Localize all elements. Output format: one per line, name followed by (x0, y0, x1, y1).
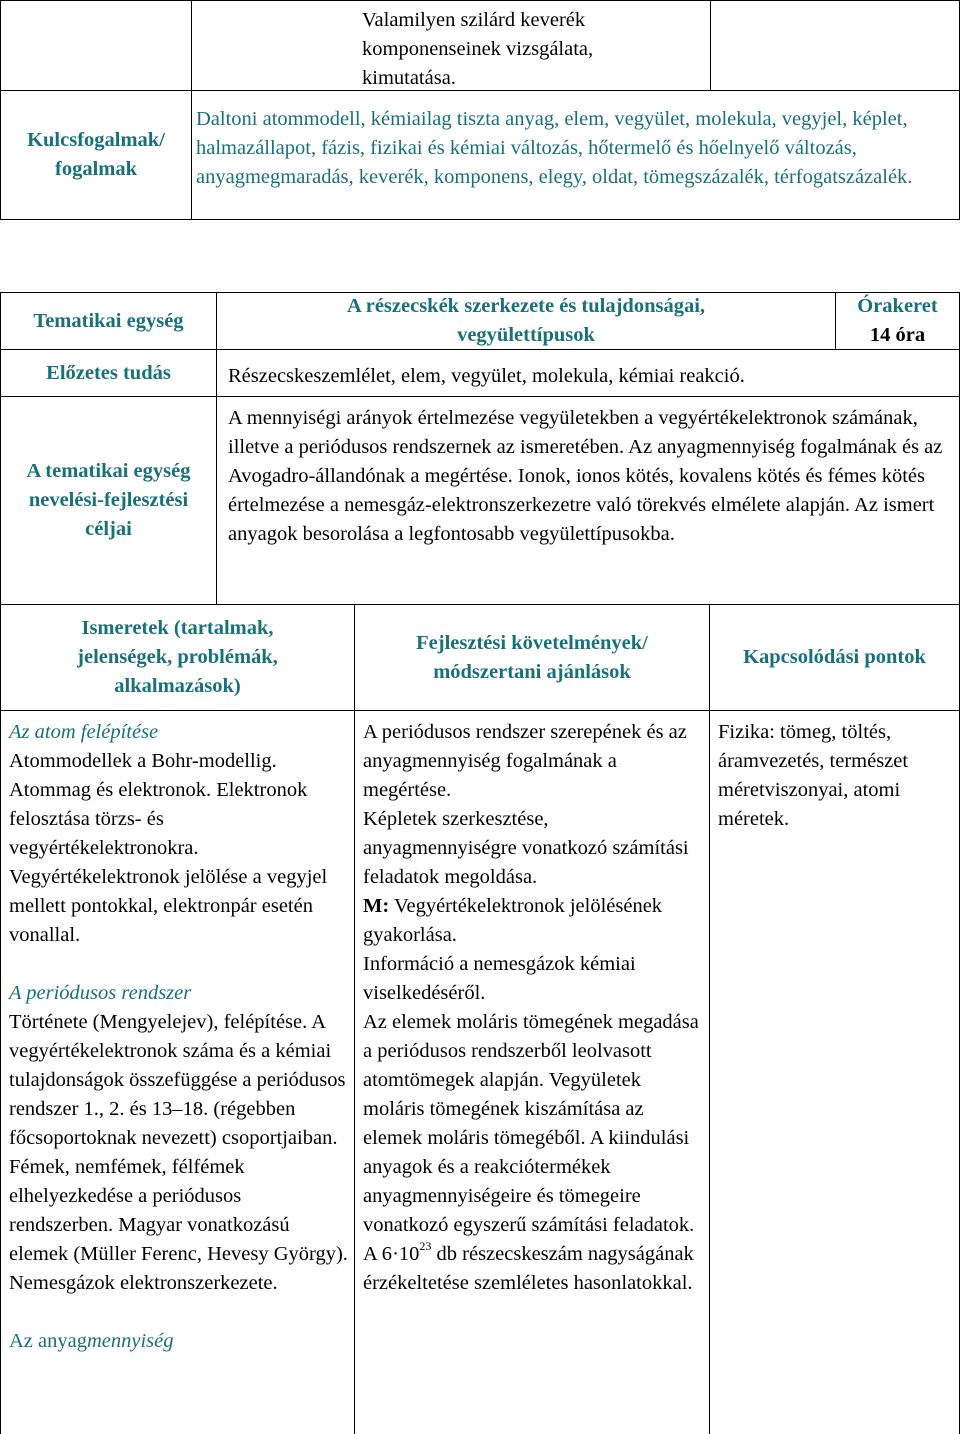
hours-label: Órakeret (857, 295, 938, 317)
amount-of-substance-title (9, 1327, 348, 1356)
key-concepts-text-cell (192, 90, 960, 220)
avogadro-exponent: 23 (419, 1239, 432, 1254)
key-concepts-label-line1: Kulcsfogalmak/ (27, 129, 165, 151)
avogadro-dot: · (392, 1243, 399, 1265)
col1-header-line1: Ismeretek (tartalmak, (81, 617, 274, 639)
col2-header-cell (355, 604, 710, 710)
requirement-3-text: Vegyértékelektronok jelölésének gyakorlása. (363, 895, 663, 946)
col1-content-cell (0, 710, 355, 1434)
prior-knowledge-label: Előzetes tudás (46, 361, 171, 384)
hours-cell (836, 292, 960, 349)
goals-label-line2: nevelési-fejlesztési (28, 489, 189, 511)
connection-points-text: Fizika: tömeg, töltés, áramvezetés, természet méretviszonyai, atomi méretek. (718, 721, 909, 830)
goals-text: A mennyiségi arányok értelmezése vegyületekben a vegyértékelektronok számának, illetve a periódusos rendszernek az ismeretében. Az anyagmennyiség fogalmának és az Avogadro-állandónak a megértése. Ionok, ionos kötés, kovalens kötés és fémes kötés értelmezése a nemesgáz-elektronszerkezetre való törekvés elmélete alapján. Az ismert anyagok besorolása a legfontosabb vegyülettípusokba. (228, 407, 943, 545)
key-concepts-label-line2: fogalmak (55, 158, 137, 180)
goals-label-cell (0, 396, 217, 604)
atom-structure-title: Az atom felépítése (9, 721, 159, 743)
requirement-5: Az elemek moláris tömegének megadása a periódusos rendszerből leolvasott atomtömegek alapján. Vegyületek moláris tömegének kiszámítása az elemek moláris tömegéből. A kiindulási anyagok és a reakciótermékek anyagmennyiségeire és tömegeire vonatkozó egyszerű számítási feladatok. (363, 1011, 699, 1236)
table1-top-text-cell (192, 0, 711, 90)
goals-text-cell (217, 396, 960, 604)
avogadro-prefix: A 6 (363, 1243, 393, 1265)
col3-header: Kapcsolódási pontok (743, 646, 926, 668)
key-concepts-label-cell (0, 90, 192, 220)
key-concepts-text: Daltoni atommodell, kémiailag tiszta anyag, elem, vegyület, molekula, vegyjel, képlet, halmazállapot, fázis, fizikai és kémiai változás, hőtermelő és hőelnyelő változás, anyagmegmaradás, keverék, komponens, elegy, oldat, tömegszázalék, térfogatszázalék. (196, 108, 913, 188)
prior-knowledge-text-cell (217, 349, 960, 396)
table1-empty-cell (0, 0, 192, 90)
col3-content-cell (710, 710, 960, 1434)
requirement-6 (363, 1240, 705, 1298)
prior-knowledge-text: Részecskeszemlélet, elem, vegyület, molekula, kémiai reakció. (228, 365, 745, 387)
goals-label-line3: céljai (85, 518, 132, 540)
unit-title-line1: A részecskék szerkezete és tulajdonságai, (346, 295, 706, 317)
table1-empty-right-cell (711, 0, 960, 90)
unit-label: Tematikai egység (33, 309, 184, 332)
requirement-1: A periódusos rendszer szerepének és az anyagmennyiség fogalmának a megértése. (363, 721, 687, 801)
col1-header-line2: jelenségek, problémák, (77, 646, 278, 668)
unit-label-cell (0, 292, 217, 349)
col2-header-line2: módszertani ajánlások (433, 660, 631, 683)
requirement-4: Információ a nemesgázok kémiai viselkedéséről. (363, 953, 636, 1004)
avogadro-base: 10 (398, 1243, 420, 1265)
requirement-2: Képletek szerkesztése, anyagmennyiségre vonatkozó számítási feladatok megoldása. (363, 808, 689, 888)
method-marker: M: (363, 895, 390, 917)
unit-title-cell (217, 292, 836, 349)
col3-header-cell (710, 604, 960, 710)
table1-top-text: Valamilyen szilárd keverék komponenseinek vizsgálata, kimutatása. (362, 9, 594, 89)
col1-header-cell (0, 604, 355, 710)
amount-title-italic: mennyiség (86, 1330, 174, 1352)
periodic-table-text: Története (Mengyelejev), felépítése. A vegyértékelektronok száma és a kémiai tulajdonságok összefüggése a periódusos rendszer 1., 2. és 13–18. (régebben főcsoportoknak nevezett) csoportjaiban. Fémek, nemfémek, félfémek elhelyezkedése a periódusos rendszerben. Magyar vonatkozású elemek (Müller Ferenc, Hevesy György). Nemesgázok elektronszerkezete. (9, 1011, 348, 1294)
goals-label-line1: A tematikai egység (26, 460, 191, 482)
col1-header-line3: alkalmazások) (114, 675, 241, 697)
hours-value: 14 óra (869, 324, 926, 346)
atom-structure-text: Atommodellek a Bohr-modellig. Atommag és elektronok. Elektronok felosztása törzs- és vegyértékelektronokra. Vegyértékelektronok jelölése a vegyjel mellett pontokkal, elektronpár esetén vonallal. (9, 750, 328, 946)
col2-content-cell (355, 710, 710, 1434)
col2-header-line1: Fejlesztési követelmények/ (416, 631, 648, 654)
prior-knowledge-label-cell (0, 349, 217, 396)
requirement-3 (363, 892, 705, 950)
amount-title-plain: Az anyag (9, 1330, 87, 1352)
requirement-6-text: db részecskeszám nagyságának érzékeltetése szemléletes hasonlatokkal. (363, 1243, 694, 1294)
periodic-table-title: A periódusos rendszer (9, 982, 192, 1004)
unit-title-line2: vegyülettípusok (457, 324, 595, 346)
